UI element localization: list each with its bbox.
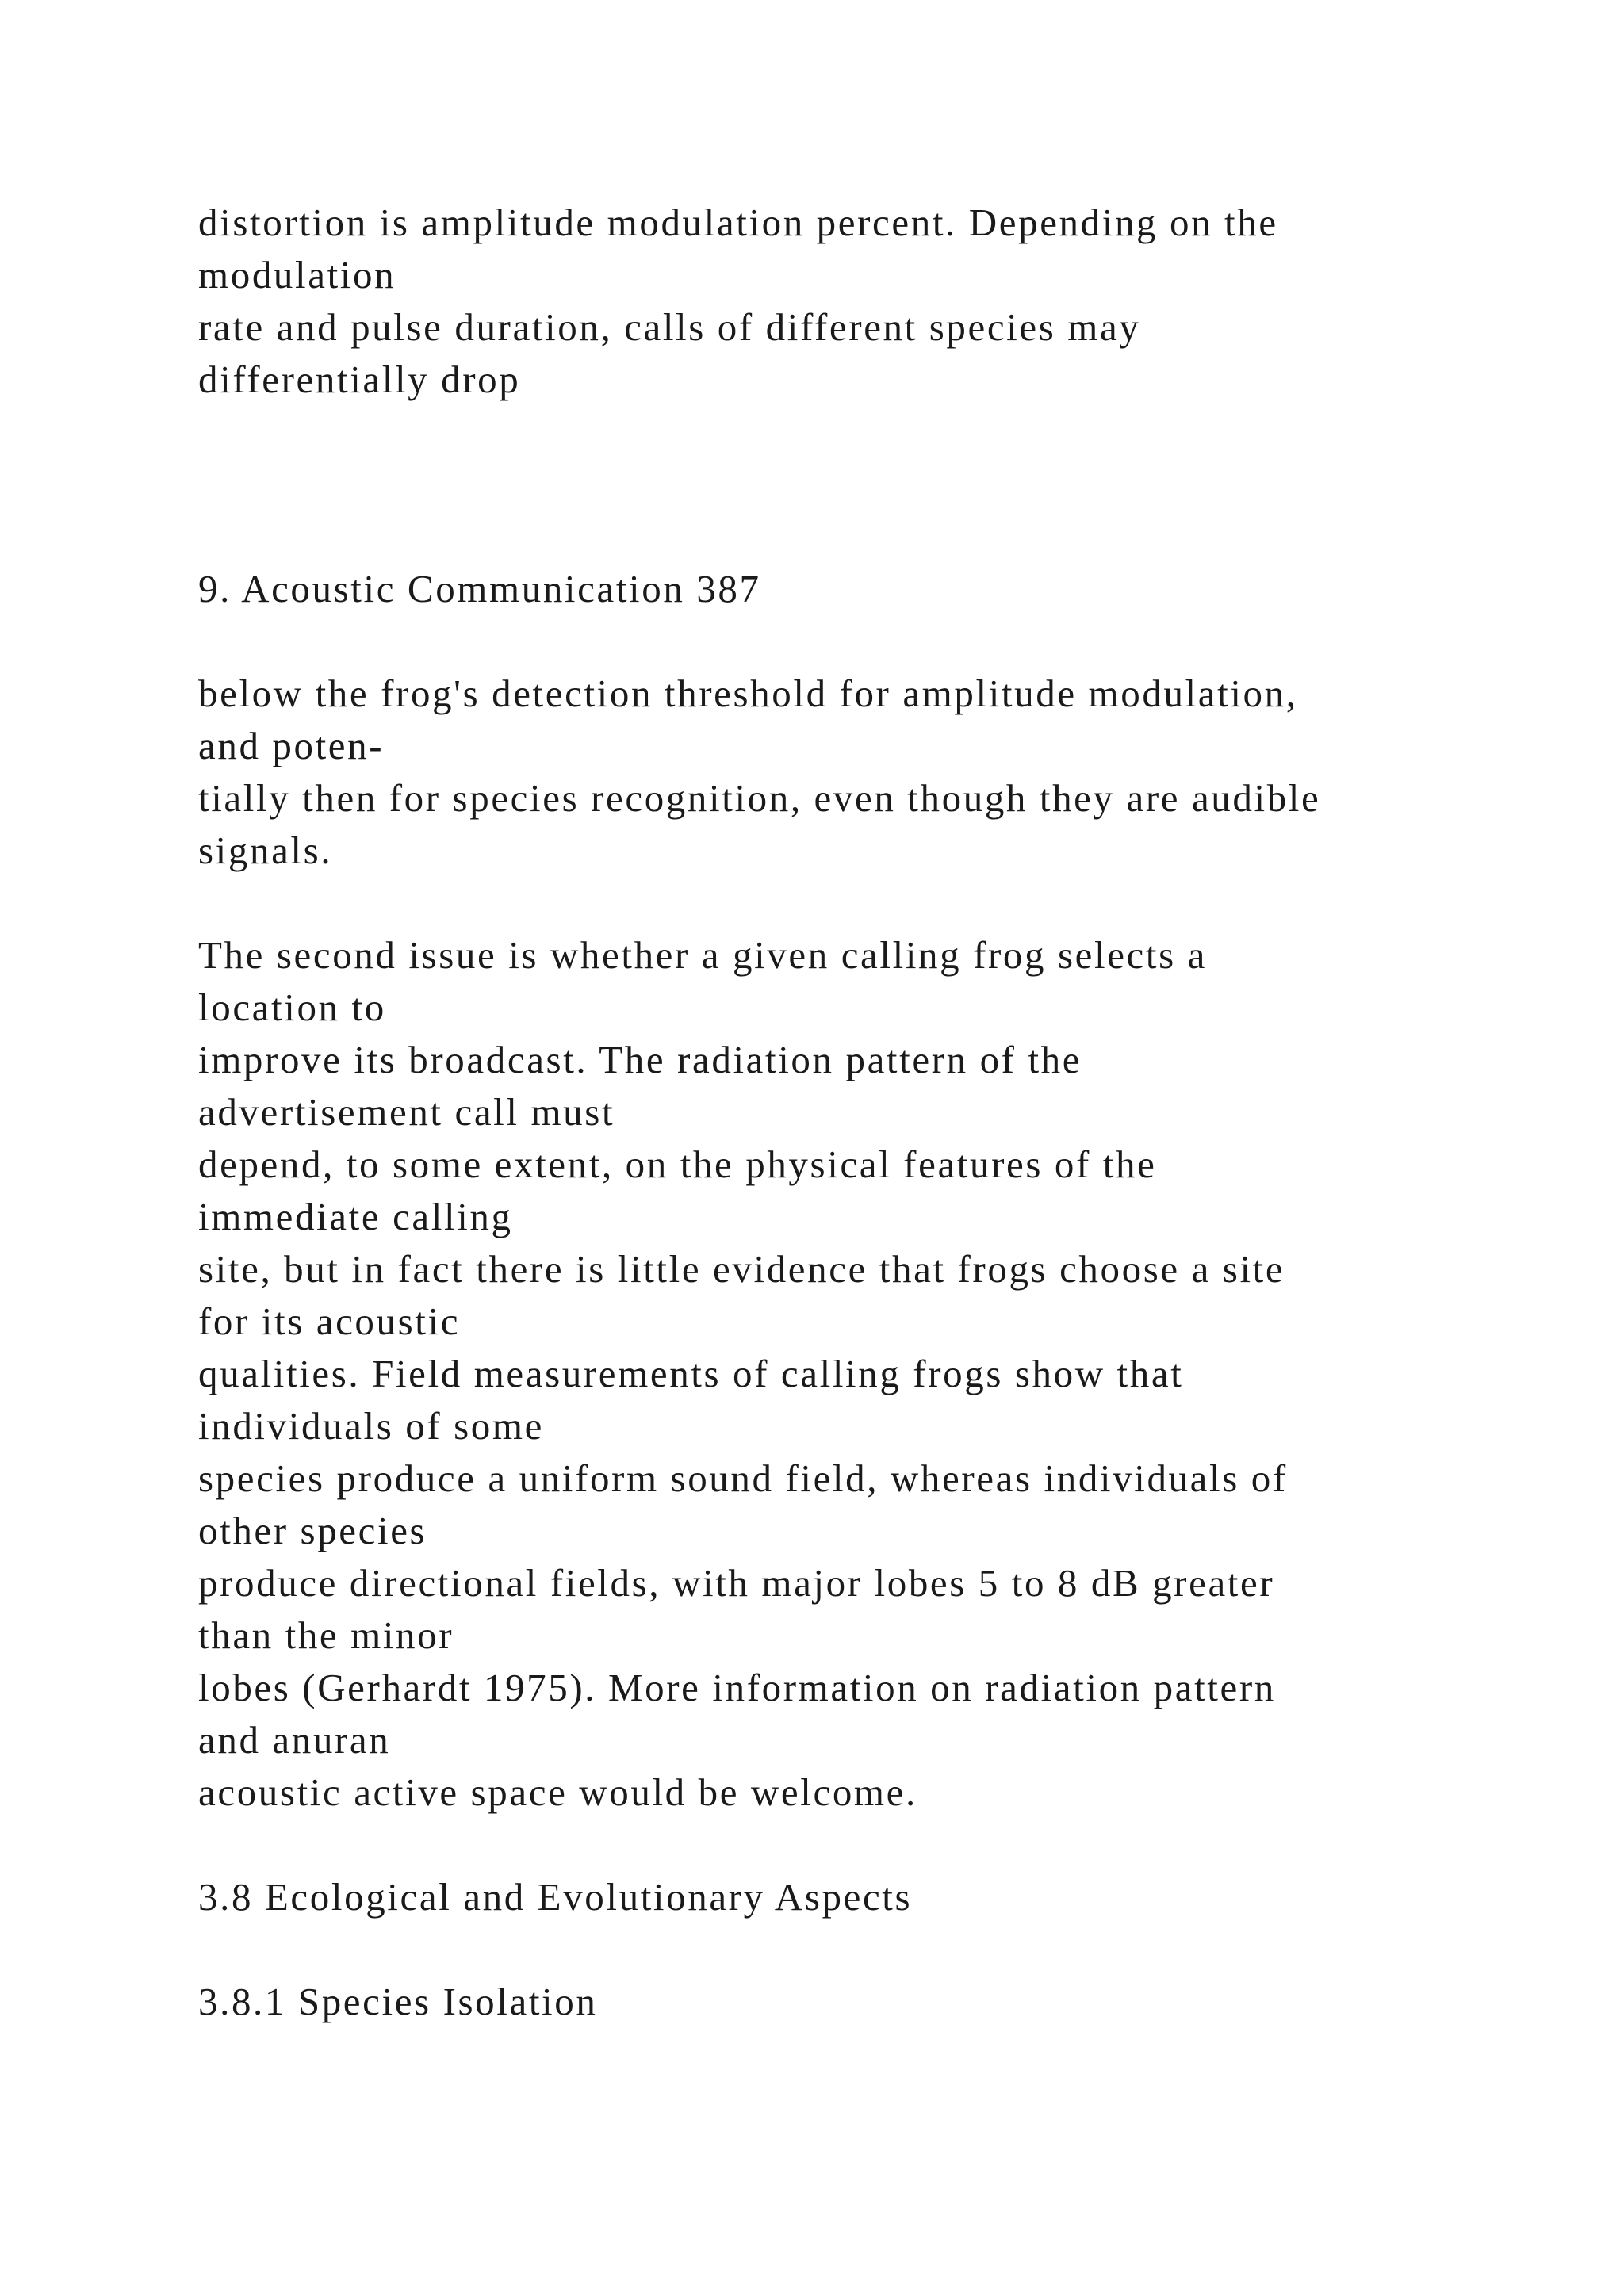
paragraph-line: below the frog's detection threshold for amplitude modulation,: [198, 672, 1298, 715]
paragraph-line: species produce a uniform sound field, whereas individuals of: [198, 1456, 1288, 1500]
paragraph-line: and poten-: [198, 724, 385, 767]
paragraph-line: individuals of some: [198, 1404, 544, 1448]
paragraph-line: depend, to some extent, on the physical features of the: [198, 1142, 1157, 1186]
paragraph-line: The second issue is whether a given calling frog selects a: [198, 933, 1207, 977]
paragraph-line: acoustic active space would be welcome.: [198, 1770, 917, 1814]
paragraph-line: distortion is amplitude modulation percent. Depending on the: [198, 201, 1278, 244]
paragraph-line: and anuran: [198, 1718, 391, 1762]
paragraph-line: lobes (Gerhardt 1975). More information on radiation pattern: [198, 1666, 1276, 1709]
paragraph-line: signals.: [198, 828, 333, 872]
paragraph-line: site, but in fact there is little evidence that frogs choose a site: [198, 1247, 1285, 1291]
paragraph-line: advertisement call must: [198, 1090, 615, 1134]
paragraph-line: immediate calling: [198, 1195, 513, 1238]
paragraph-line: location to: [198, 985, 386, 1029]
paragraph-line: tially then for species recognition, even though they are audible: [198, 776, 1321, 820]
paragraph-line: for its acoustic: [198, 1299, 461, 1343]
section-heading: 3.8 Ecological and Evolutionary Aspects: [198, 1875, 913, 1919]
paragraph-line: modulation: [198, 253, 396, 297]
paragraph-line: rate and pulse duration, calls of different species may: [198, 305, 1141, 349]
paragraph-line: differentially drop: [198, 358, 521, 401]
subsection-heading: 3.8.1 Species Isolation: [198, 1980, 598, 2023]
paragraph-line: than the minor: [198, 1613, 454, 1657]
paragraph-line: produce directional fields, with major lobes 5 to 8 dB greater: [198, 1561, 1275, 1605]
paragraph-line: qualities. Field measurements of calling frogs show that: [198, 1352, 1184, 1395]
paragraph-line: other species: [198, 1509, 427, 1552]
page-header: 9. Acoustic Communication 387: [198, 567, 761, 610]
paragraph-line: improve its broadcast. The radiation pattern of the: [198, 1038, 1082, 1081]
